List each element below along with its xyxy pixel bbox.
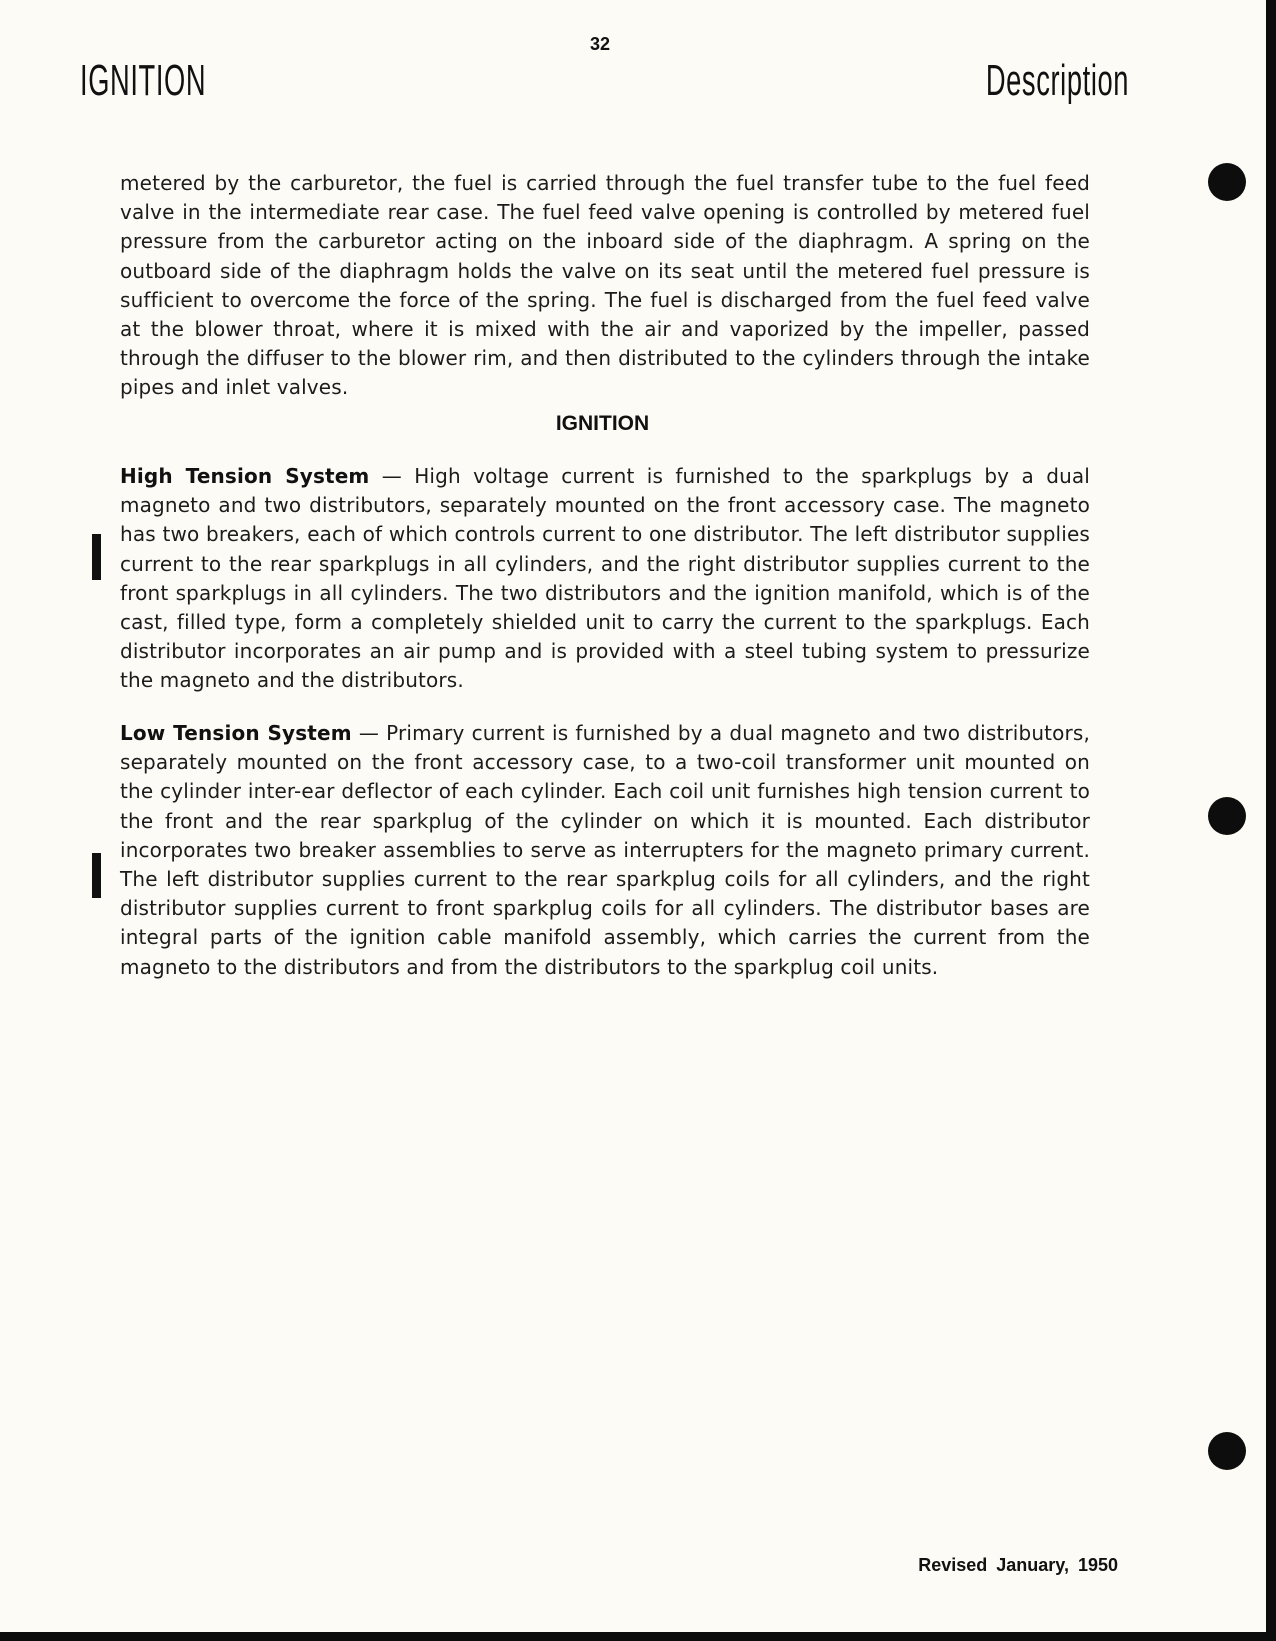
page-number: 32 — [590, 34, 611, 54]
section-type-title: Description — [985, 56, 1129, 105]
paragraph-text: — High voltage current is furnished to the sparkplugs by a dual magneto and two distributors, separately mounted on the front accessory case. The magneto has two breakers, each of which controls current to one distributor. The left distributor supplies current to the rear sparkplugs in all cylinders, and the right distributor supplies current to the front sparkplugs in all cylinders. The two distributors and the ignition manifold, which is of the cast, filled type, form a completely shielded unit to carry the current to the sparkplugs. Each distributor incorporates an air pump and is provided with a steel tubing system to pressurize the magneto and the distributors. — [120, 464, 1091, 693]
binder-hole-middle — [1208, 797, 1246, 835]
binder-hole-top — [1208, 163, 1246, 201]
run-in-heading: High Tension System — [120, 464, 370, 488]
paragraph-text: — Primary current is furnished by a dual magneto and two distributors, separately mounted on the front accessory case, to a two-coil transformer unit mounted on the cylinder inter-ear deflector of each cylinder. Each coil unit furnishes high tension current to the front and the rear sparkplug of the cylinder on which it is mounted. Each distributor incorporates two breaker assemblies to serve as interrupters for the magneto primary current. The left distributor supplies current to the rear sparkplug coils for all cylinders, and the right distributor supplies current to front sparkplug coils for all cylinders. The distributor bases are integral parts of the ignition cable manifold assembly, which carries the current from the magneto to the distributors and from the distributors to the sparkplug coil units. — [120, 721, 1090, 979]
run-in-heading: Low Tension System — [120, 721, 352, 745]
revision-change-bar — [92, 853, 101, 898]
chapter-title: IGNITION — [80, 56, 207, 105]
binder-hole-bottom — [1208, 1432, 1246, 1470]
high-tension-paragraph — [120, 462, 1090, 696]
revision-footer: Revised January, 1950 — [918, 1555, 1118, 1575]
intro-paragraph: metered by the carburetor, the fuel is carried through the fuel transfer tube to the fuel feed valve in the intermediate rear case. The fuel feed valve opening is controlled by metered fuel pressure from the carburetor acting on the inboard side of the diaphragm. A spring on the outboard side of the diaphragm holds the valve on its seat until the metered fuel pressure is sufficient to overcome the force of the spring. The fuel is discharged from the fuel feed valve at the blower throat, where it is mixed with the air and vaporized by the impeller, passed through the diffuser to the blower rim, and then distributed to the cylinders through the intake pipes and inlet valves. — [120, 171, 1090, 400]
low-tension-paragraph — [120, 719, 1090, 982]
section-heading: IGNITION — [555, 412, 650, 435]
revision-change-bar — [92, 534, 101, 580]
